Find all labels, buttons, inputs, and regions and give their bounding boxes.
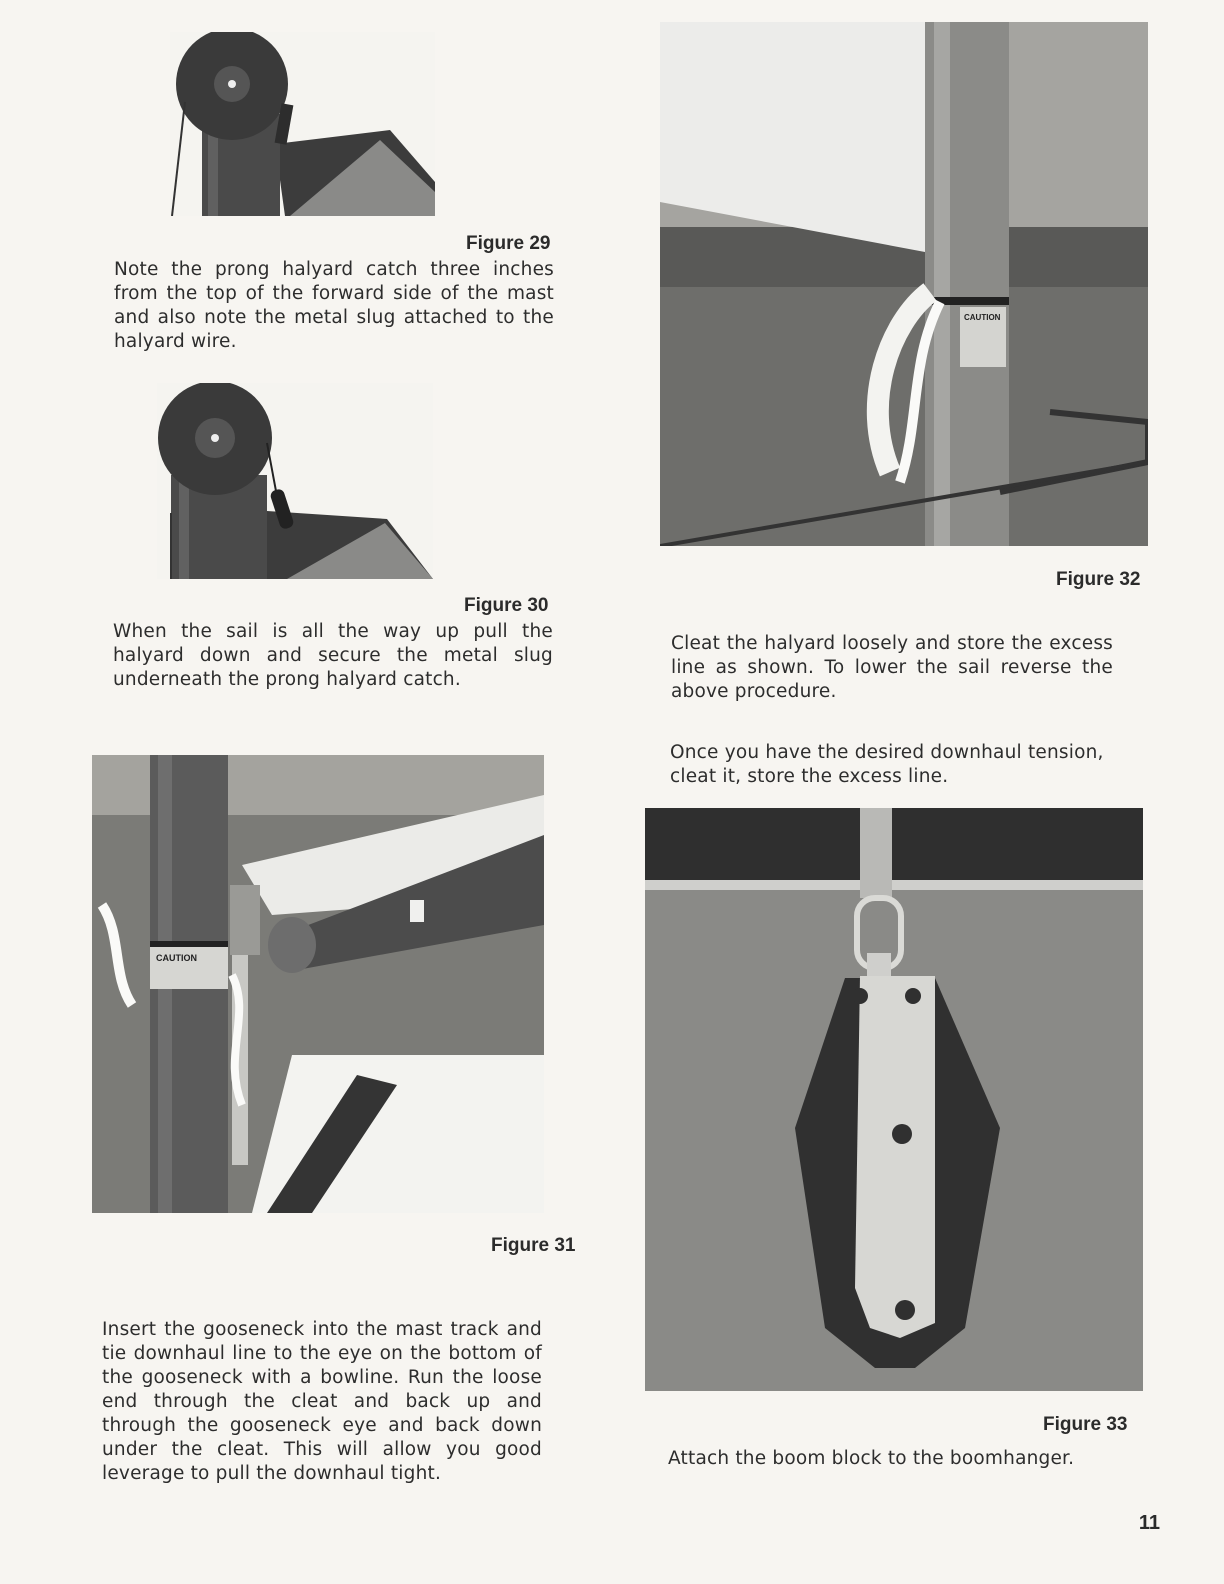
page-number: 11 (1138, 1512, 1160, 1534)
figure-30-photo (157, 383, 433, 579)
figure-33-caption: Attach the boom block to the boomhanger. (668, 1448, 1075, 1469)
downhaul-note: Once you have the desired downhaul tension, cleat it, store the excess line. (670, 742, 1104, 787)
figure-33-label: Figure 33 (1043, 1414, 1128, 1435)
figure-30-caption: When the sail is all the way up pull the halyard down and secure the metal slug underneath the prong halyard catch. (113, 621, 553, 690)
figure-32-caption: Cleat the halyard loosely and store the excess line as shown. To lower the sail reverse the above procedure. (671, 633, 1113, 702)
figure-32-decal: CAUTION (964, 313, 1001, 322)
figure-29-photo (170, 32, 435, 216)
figure-29-caption: Note the prong halyard catch three inches from the top of the forward side of the mast and also note the metal slug attached to the halyard wire. (114, 259, 554, 352)
figure-30-label: Figure 30 (464, 595, 549, 616)
figure-33-photo (645, 808, 1143, 1391)
figure-32-label: Figure 32 (1056, 569, 1141, 590)
figure-31-label: Figure 31 (491, 1235, 576, 1256)
figure-29-label: Figure 29 (466, 233, 551, 254)
figure-31-decal: CAUTION (156, 953, 197, 963)
figure-31-photo (92, 755, 544, 1213)
figure-32-photo (660, 22, 1148, 546)
figure-31-caption: Insert the gooseneck into the mast track and tie downhaul line to the eye on the bottom of the gooseneck with a bowline. Run the loose end through the cleat and back up and through the gooseneck eye and back down under the cleat. This will allow you good leverage to pull the downhaul tight. (102, 1319, 542, 1484)
